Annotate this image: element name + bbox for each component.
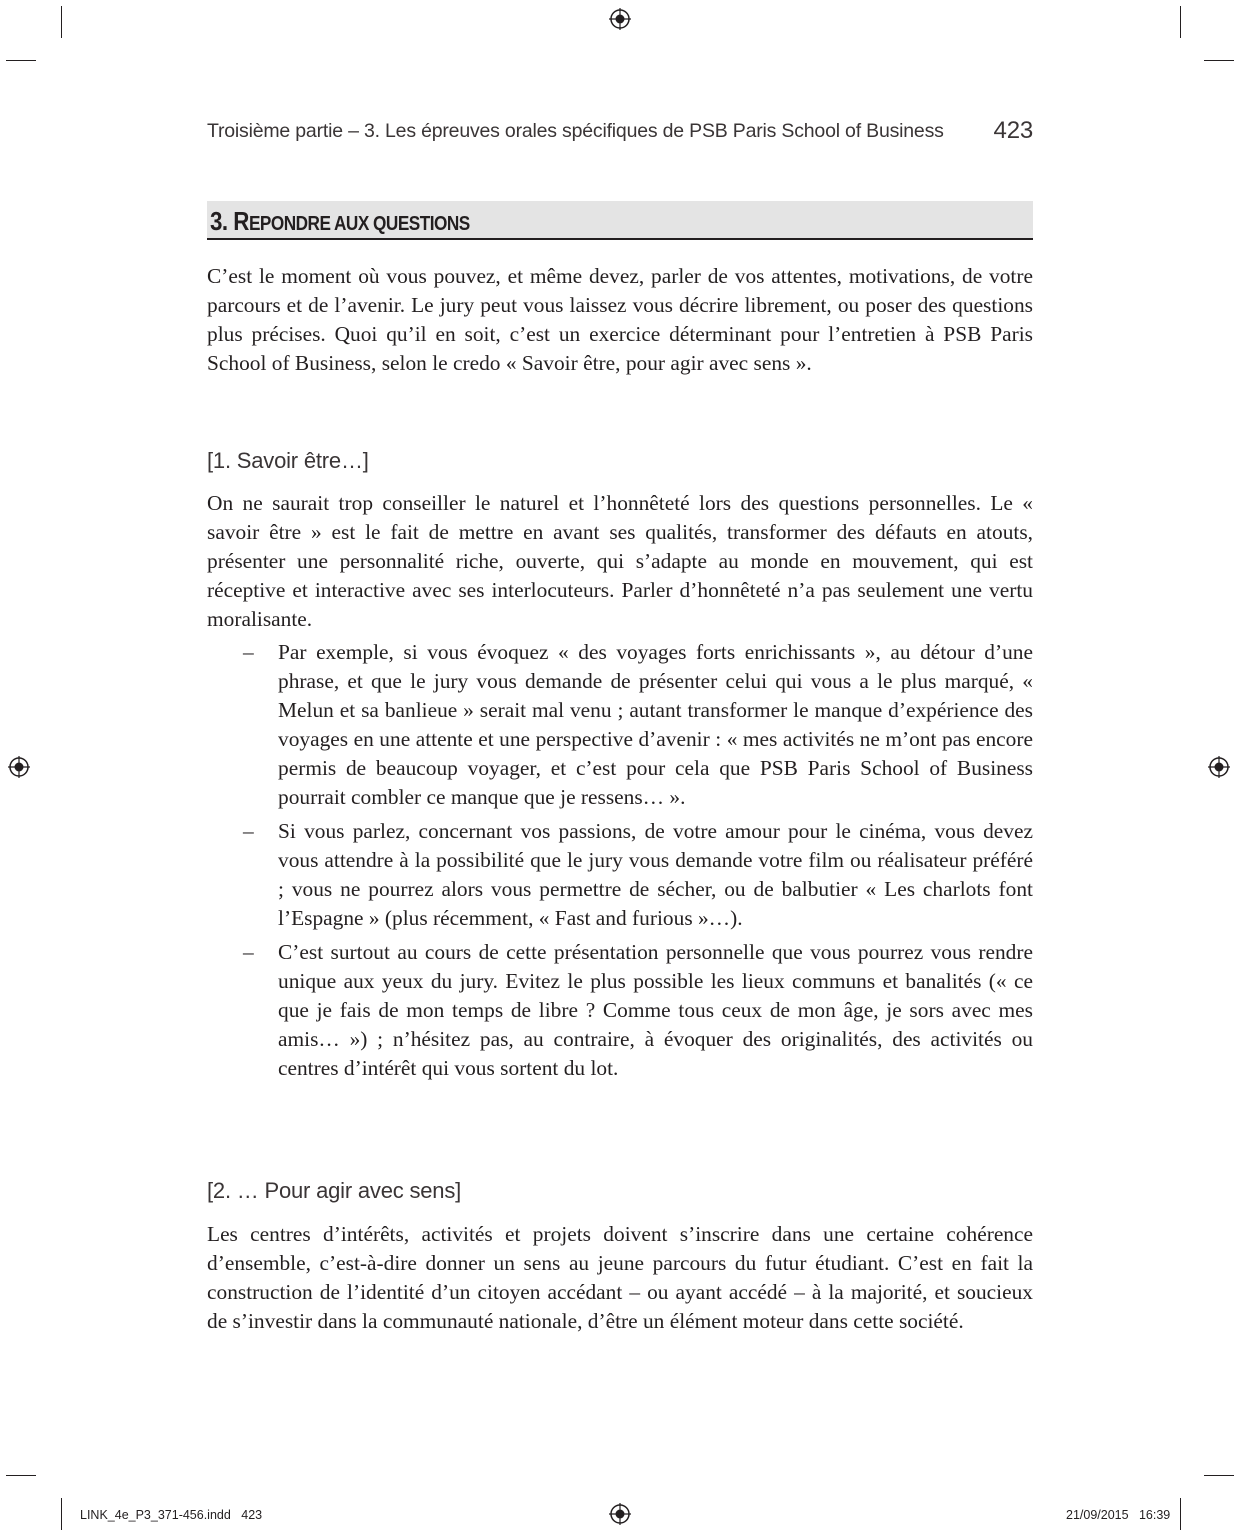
bullet-dash: – — [243, 640, 254, 664]
subsection-2-paragraph: Les centres d’intérêts, activités et projets doivent s’inscrire dans une certaine cohérence d’ensemble, c’est-à-dire donner un sens au jeune parcours du futur étudiant. C’est en fait la construction de l’identité d’un citoyen accédant – ou ayant accédé – à la majorité, et soucieux de s’investir dans la communauté nationale, d’être un élément moteur dans cette société. — [207, 1222, 1033, 1333]
list-item-text: Si vous parlez, concernant vos passions, de votre amour pour le cinéma, vous devez vous attendre à la possibilité que le jury vous demande votre film ou réalisateur préféré ; vous ne pourrez alors vous permettre de sécher, ou de balbutier « Les charlots font l’Espagne » (plus récemment, « Fast and furious »…). — [278, 819, 1033, 930]
crop-mark-top-right — [1180, 6, 1181, 38]
crop-mark-bottom-left — [61, 1498, 62, 1530]
registration-mark-top-icon — [609, 8, 631, 30]
subsection-1-heading: [1. Savoir être…] — [207, 448, 369, 473]
crop-mark-top-left — [61, 6, 62, 38]
crop-mark-left-bottom — [6, 1475, 36, 1476]
subsection-1-paragraph: On ne saurait trop conseiller le naturel et l’honnêteté lors des questions personnelles. Le « savoir être » est le fait de mettre en avant ses qualités, transformer des défauts en atouts, présenter une personnalité riche, ouverte, qui s’adapte au monde en mouvement, qui est réceptive et interactive avec ses interlocuteurs. Parler d’honnêteté n’a pas seulement une vertu moralisante. — [207, 491, 1033, 631]
slug-datetime: 21/09/2015 16:39 — [1066, 1508, 1171, 1522]
list-item-text: Par exemple, si vous évoquez « des voyages forts enrichissants », au détour d’une phrase, et que le jury vous demande de présenter celui qui vous a le plus marqué, « Melun et sa banlieue » serait mal venu ; autant transformer le manque d’expérience des voyages en une attente et une perspective d’avenir : « mes activités ne m’ont pas encore permis de beaucoup voyager, et c’est pour cela que PSB Paris School of Business pourrait combler ce manque que je ressens… ». — [278, 640, 1033, 809]
slug-file-name: LINK_4e_P3_371-456.indd 423 — [80, 1508, 263, 1522]
crop-mark-left-top — [6, 60, 36, 61]
list-item — [207, 938, 1033, 1083]
section-heading-bar — [207, 201, 1033, 240]
intro-paragraph: C’est le moment où vous pouvez, et même devez, parler de vos attentes, motivations, de votre parcours et de l’avenir. Le jury peut vous laissez vous décrire librement, ou poser des questions plus précises. Quoi qu’il en soit, c’est un exercice déterminant pour l’entretien à PSB Paris School of Business, selon le credo « Savoir être, pour agir avec sens ». — [207, 264, 1033, 375]
bullet-dash: – — [243, 940, 254, 964]
section-title-rest: EPONDRE AUX QUESTIONS — [248, 213, 470, 235]
running-head-title: Troisième partie – 3. Les épreuves orales spécifiques de PSB Paris School of Business — [207, 120, 944, 142]
list-item — [207, 638, 1033, 812]
page-number: 423 — [993, 117, 1033, 144]
bullet-dash: – — [243, 819, 254, 843]
list-item-text: C’est surtout au cours de cette présentation personnelle que vous pourrez vous rendre unique aux yeux du jury. Evitez le plus possible les lieux communs et banalités (« ce que je fais de mon temps de libre ? Comme tous ceux de mon âge, je sors avec mes amis… ») ; n’hésitez pas, au contraire, à évoquer des originalités, des activités ou centres d’intérêt qui vous sortent du lot. — [278, 940, 1033, 1080]
section-title — [210, 206, 470, 237]
subsection-2-heading: [2. … Pour agir avec sens] — [207, 1178, 462, 1203]
subsection-1-bullet-list — [207, 638, 1033, 1083]
registration-mark-left-icon — [8, 756, 30, 778]
crop-mark-right-bottom — [1204, 1475, 1234, 1476]
registration-mark-right-icon — [1208, 756, 1230, 778]
crop-mark-bottom-right — [1180, 1498, 1181, 1530]
list-item — [207, 817, 1033, 933]
section-title-number: 3. R — [210, 206, 249, 236]
crop-mark-right-top — [1204, 60, 1234, 61]
registration-mark-bottom-icon — [609, 1503, 631, 1525]
